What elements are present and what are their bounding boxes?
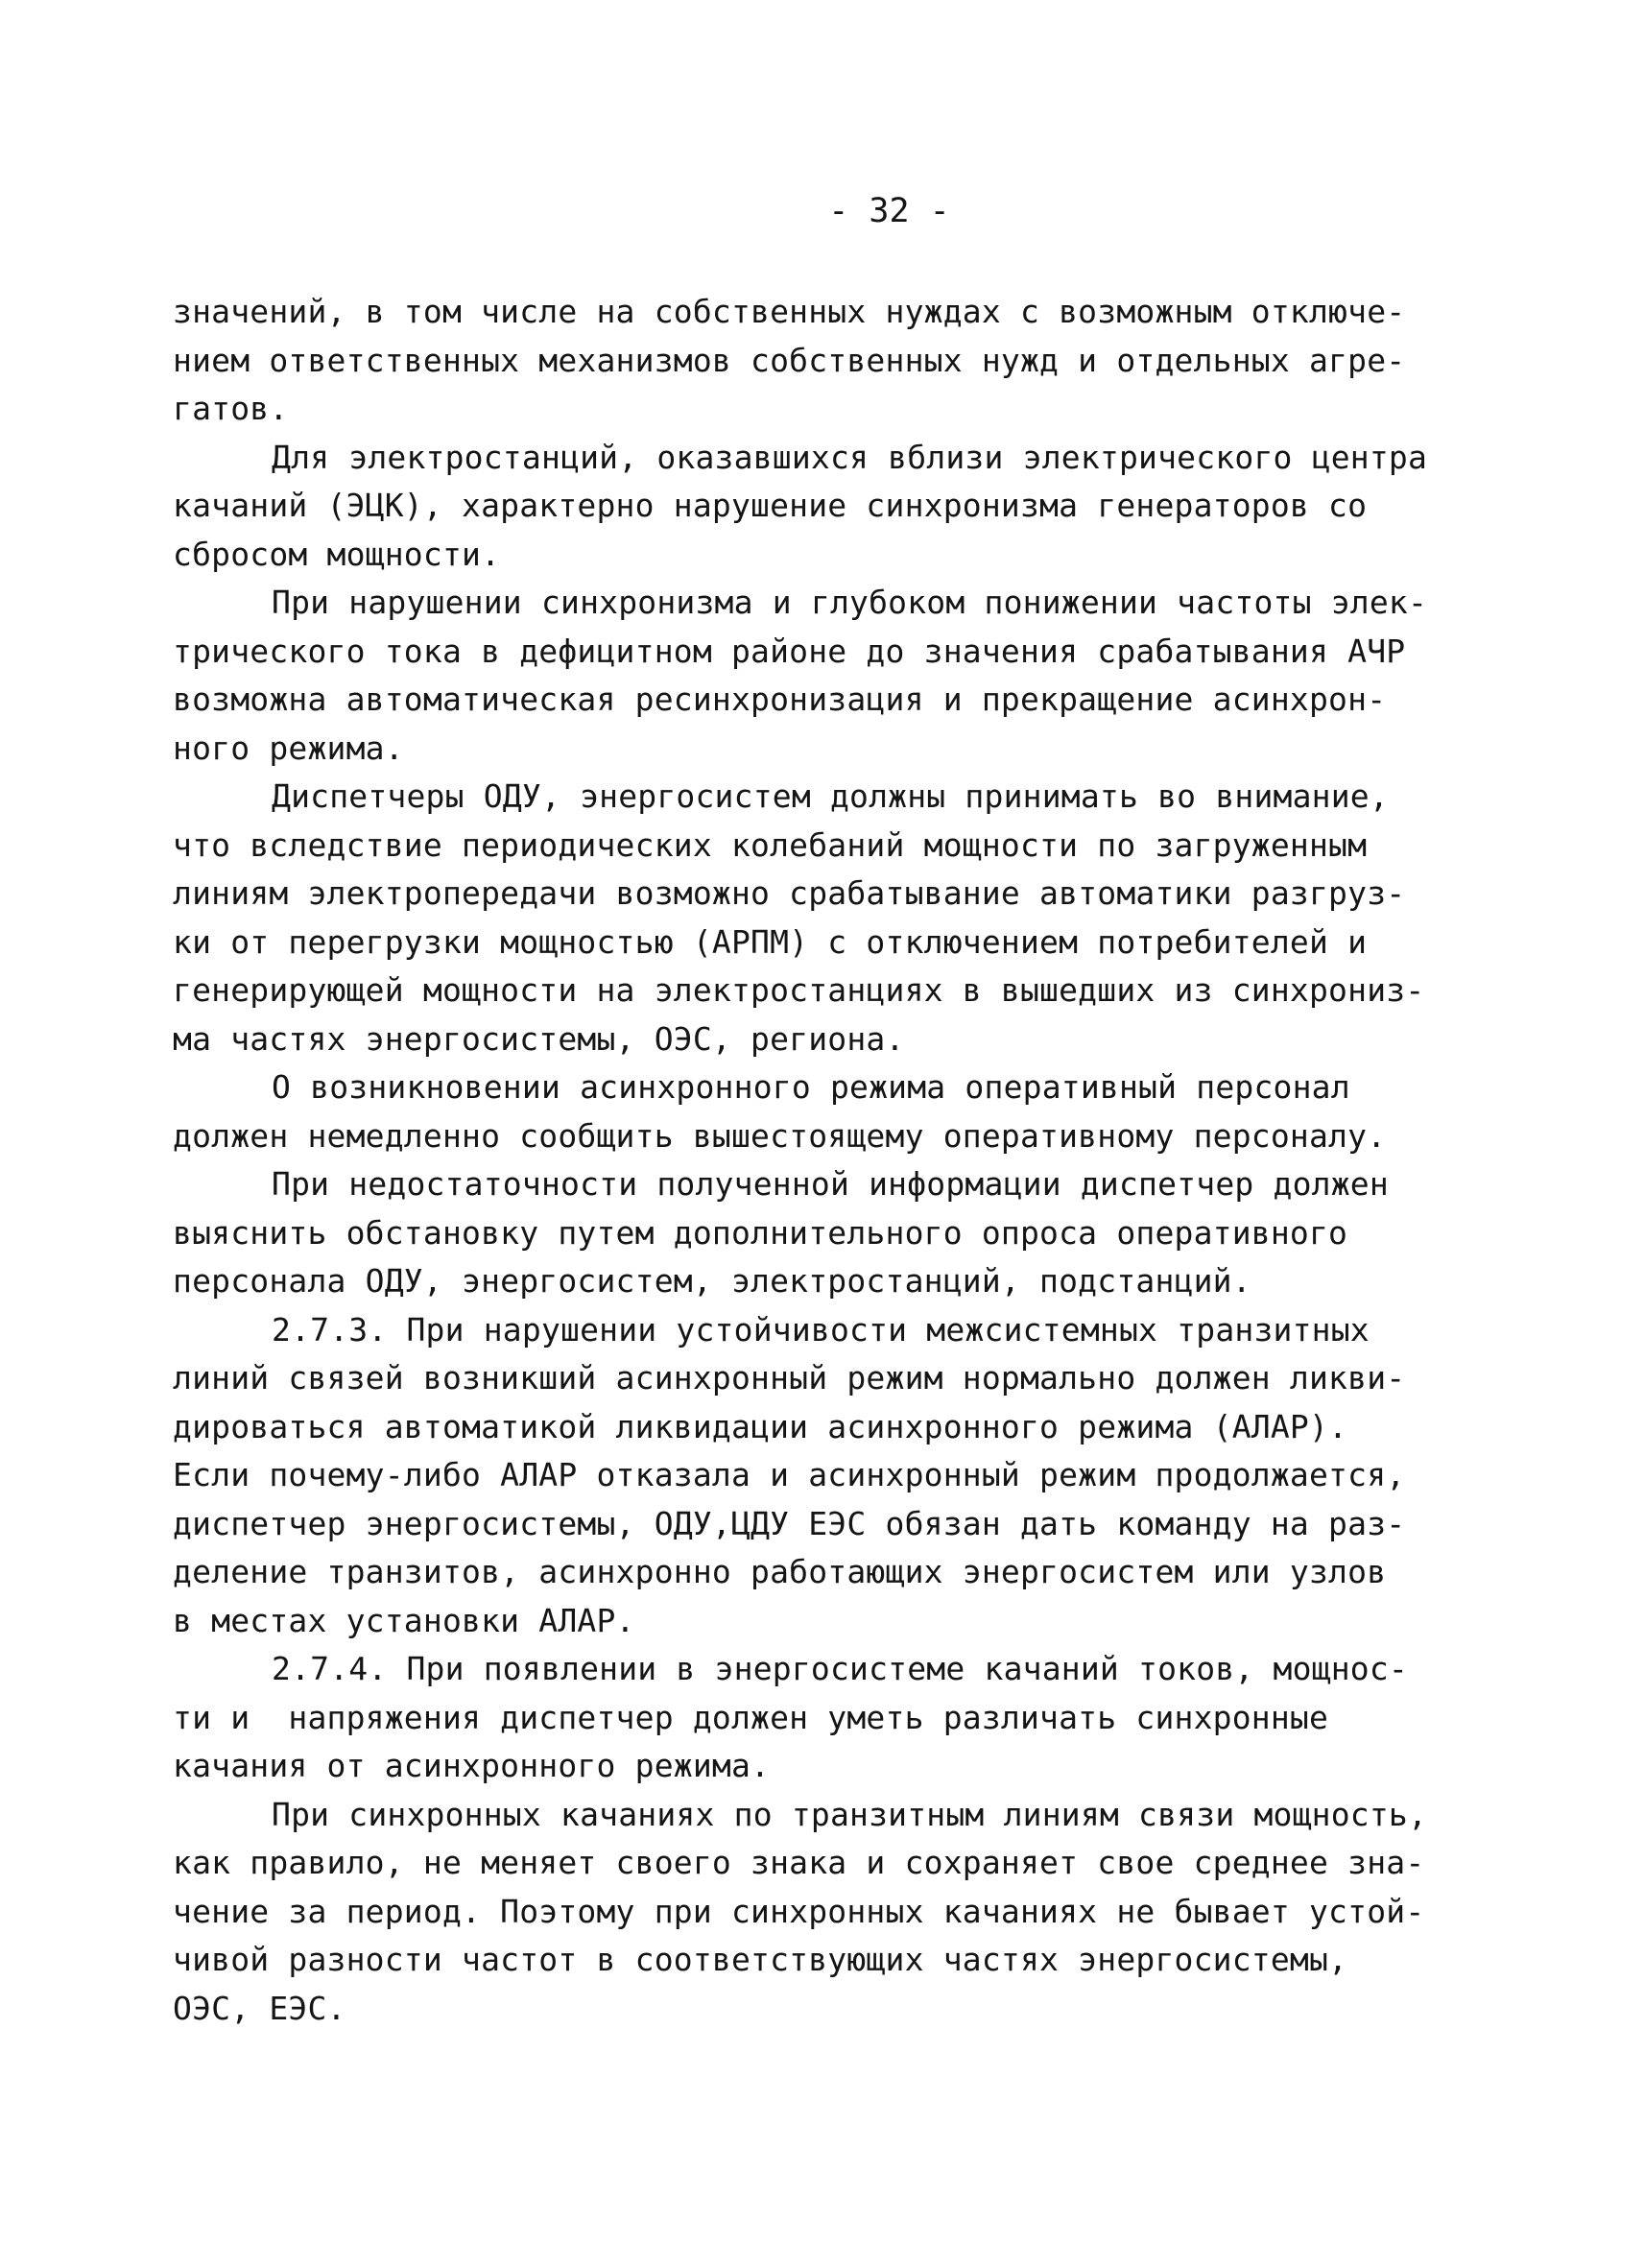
text-line: Диспетчеры ОДУ, энергосистем должны принимать во внимание,: [272, 777, 1389, 815]
text-line: дироваться автоматикой ликвидации асинхронного режима (АЛАР).: [173, 1407, 1348, 1445]
text-line: линий связей возникший асинхронный режим нормально должен ликви-: [173, 1359, 1406, 1397]
text-line: нием ответственных механизмов собственных нужд и отдельных агре-: [173, 341, 1406, 379]
text-line: деление транзитов, асинхронно работающих энергосистем или узлов: [173, 1553, 1387, 1590]
text-line: должен немедленно сообщить вышестоящему оперативному персоналу.: [173, 1116, 1387, 1155]
text-line: ного режима.: [173, 728, 404, 767]
text-line: качания от асинхронного режима.: [173, 1747, 771, 1784]
text-line: качаний (ЭЦК), характерно нарушение синхронизма генераторов со: [173, 487, 1368, 524]
text-line: 2.7.4. При появлении в энергосистеме качаний токов, мощнос-: [272, 1650, 1408, 1687]
text-line: генерирующей мощности на электростанциях в вышедших из синхрониз-: [173, 971, 1425, 1009]
text-line: ОЭС, ЕЭС.: [173, 1989, 346, 2027]
text-line: 2.7.3. При нарушении устойчивости межсистемных транзитных: [272, 1310, 1370, 1349]
text-line: При синхронных качаниях по транзитным линиям связи мощность,: [272, 1795, 1428, 1833]
text-line: чение за период. Поэтому при синхронных качаниях не бывает устой-: [173, 1892, 1425, 1930]
text-line: ма частях энергосистемы, ОЭС, региона.: [173, 1019, 905, 1058]
page-number: - 32 -: [828, 192, 950, 230]
text-line: диспетчер энергосистемы, ОДУ,ЦДУ ЕЭС обязан дать команду на раз-: [173, 1504, 1406, 1542]
text-line: При нарушении синхронизма и глубоком понижении частоты элек-: [272, 584, 1428, 621]
text-line: Если почему-либо АЛАР отказала и асинхронный режим продолжается,: [173, 1456, 1406, 1493]
text-line: в местах установки АЛАР.: [173, 1601, 635, 1639]
text-line: персонала ОДУ, энергосистем, электростанций, подстанций.: [173, 1262, 1251, 1300]
text-line: гатов.: [173, 390, 289, 427]
text-line: сбросом мощности.: [173, 535, 501, 573]
text-line: О возникновении асинхронного режима оперативный персонал: [272, 1068, 1350, 1106]
body-text: [173, 288, 1478, 2033]
text-line: ки от перегрузки мощностью (АРПМ) с отключением потребителей и: [173, 922, 1368, 961]
text-line: При недостаточности полученной информации диспетчер должен: [272, 1165, 1389, 1203]
text-line: трического тока в дефицитном районе до значения срабатывания АЧР: [173, 632, 1406, 670]
text-line: выяснить обстановку путем дополнительного опроса оперативного: [173, 1213, 1348, 1252]
text-line: возможна автоматическая ресинхронизация и прекращение асинхрон-: [173, 680, 1387, 718]
text-line: линиям электропередачи возможно срабатывание автоматики разгруз-: [173, 874, 1406, 912]
text-line: чивой разности частот в соответствующих частях энергосистемы,: [173, 1941, 1348, 1978]
text-line: ти и напряжения диспетчер должен уметь различать синхронные: [173, 1698, 1329, 1736]
text-line: как правило, не меняет своего знака и сохраняет свое среднее зна-: [173, 1844, 1425, 1881]
text-line: значений, в том числе на собственных нуждах с возможным отключе-: [173, 293, 1406, 330]
text-line: Для электростанций, оказавшихся вблизи электрического центра: [272, 438, 1428, 476]
text-line: что вследствие периодических колебаний мощности по загруженным: [173, 825, 1368, 864]
